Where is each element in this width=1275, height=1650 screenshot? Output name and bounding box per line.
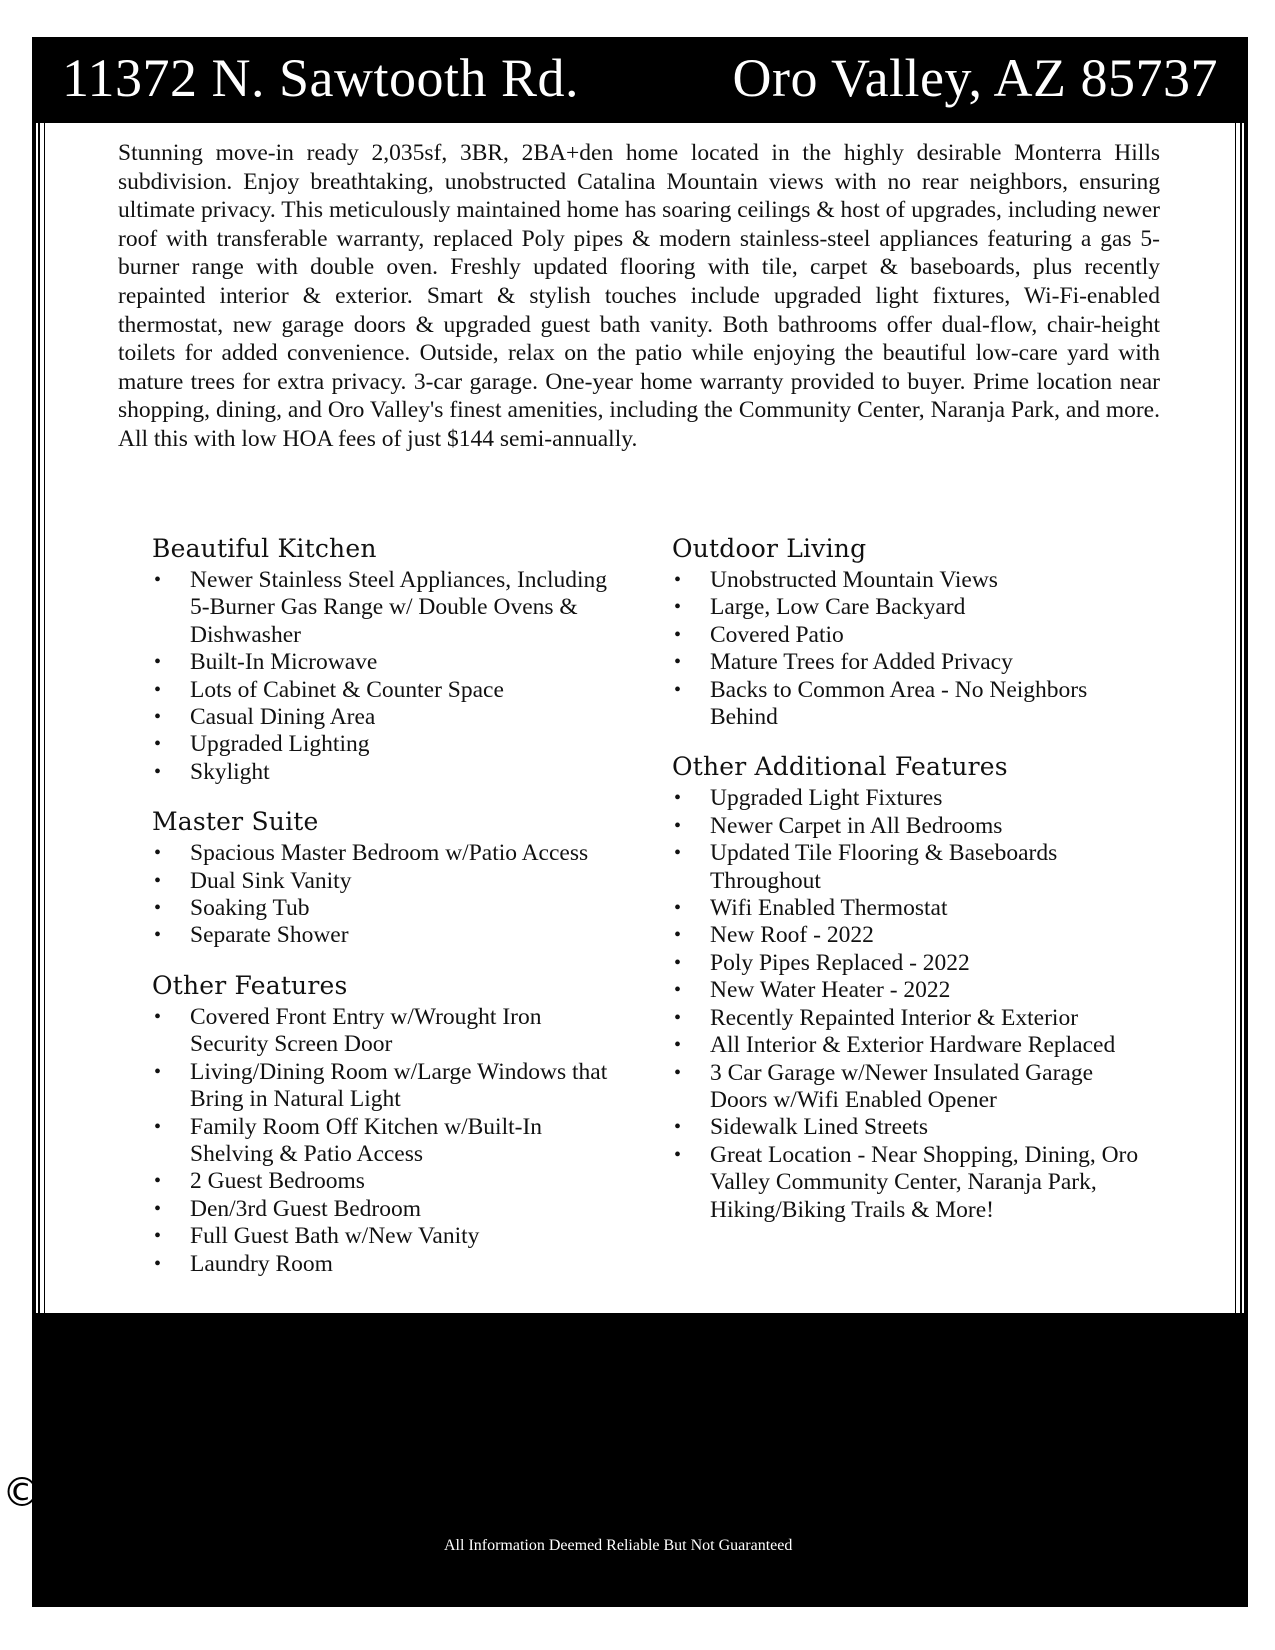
section-beautiful-kitchen [152, 533, 622, 786]
feature-item: • Large, Low Care Backyard [672, 594, 1142, 621]
feature-item: • 2 Guest Bedrooms [152, 1168, 622, 1195]
disclaimer-text: All Information Deemed Reliable But Not Guaranteed [444, 1537, 793, 1554]
section-title: Master Suite [152, 807, 319, 837]
city-state-zip: Oro Valley, AZ 85737 [732, 48, 1218, 108]
feature-item: • Newer Carpet in All Bedrooms [672, 813, 1142, 840]
feature-item: • Backs to Common Area - No Neighbors Behind [672, 677, 1142, 732]
street-address: 11372 N. Sawtooth Rd. [62, 48, 580, 108]
feature-item: • Laundry Room [152, 1251, 622, 1278]
copyright-watermark: ©2024 MLSSAZ [2, 1470, 320, 1516]
feature-item: • Skylight [152, 759, 622, 786]
feature-item: • Upgraded Light Fixtures [672, 785, 1142, 812]
feature-item: • Updated Tile Flooring & Baseboards Throughout [672, 840, 1142, 895]
section-master-suite [152, 806, 622, 950]
feature-item: • Den/3rd Guest Bedroom [152, 1196, 622, 1223]
feature-list [152, 840, 622, 950]
section-other-additional-features [672, 751, 1142, 1224]
feature-item: • Wifi Enabled Thermostat [672, 895, 1142, 922]
right-border-rule [1240, 123, 1242, 1313]
left-border-rule [38, 123, 40, 1313]
feature-item: • Full Guest Bath w/New Vanity [152, 1223, 622, 1250]
feature-item: • Great Location - Near Shopping, Dining, Oro Valley Community Center, Naranja Park, Hiking/Biking Trails & More! [672, 1142, 1142, 1224]
feature-item: • Sidewalk Lined Streets [672, 1114, 1142, 1141]
right-features-column [672, 533, 1142, 1244]
property-description: Stunning move-in ready 2,035sf, 3BR, 2BA+den home located in the highly desirable Monterra Hills subdivision. Enjoy breathtaking, unobstructed Catalina Mountain views with no rear neighbors, ensuring ultimate privacy. This meticulously maintained home has soaring ceilings & host of upgrades, including newer roof with transferable warranty, replaced Poly pipes & modern stainless-steel appliances featuring a gas 5-burner range with double oven. Freshly updated flooring with tile, carpet & baseboards, plus recently repainted interior & exterior. Smart & stylish touches include upgraded light fixtures, Wi-Fi-enabled thermostat, new garage doors & upgraded guest bath vanity. Both bathrooms offer dual-flow, chair-height toilets for added convenience. Outside, relax on the patio while enjoying the beautiful low-care yard with mature trees for extra privacy. 3-car garage. One-year home warranty provided to buyer. Prime location near shopping, dining, and Oro Valley's finest amenities, including the Community Center, Naranja Park, and more. All this with low HOA fees of just $144 semi-annually. [118, 140, 1160, 452]
flyer-frame [32, 37, 1248, 1607]
feature-list [672, 785, 1142, 1224]
feature-item: • Upgraded Lighting [152, 731, 622, 758]
section-title: Other Additional Features [672, 752, 1008, 782]
feature-item: • Mature Trees for Added Privacy [672, 649, 1142, 676]
feature-item: • Covered Patio [672, 622, 1142, 649]
feature-item: • Family Room Off Kitchen w/Built-In Shelving & Patio Access [152, 1114, 622, 1169]
feature-item: • Unobstructed Mountain Views [672, 567, 1142, 594]
content-panel [36, 123, 1244, 1313]
feature-item: • New Roof - 2022 [672, 922, 1142, 949]
feature-list [152, 1004, 622, 1278]
feature-item: • Recently Repainted Interior & Exterior [672, 1005, 1142, 1032]
feature-item: • All Interior & Exterior Hardware Replaced [672, 1032, 1142, 1059]
feature-item: • Dual Sink Vanity [152, 868, 622, 895]
header-bar [32, 37, 1248, 123]
left-features-column [152, 533, 622, 1298]
feature-list [152, 567, 622, 786]
feature-item: • Separate Shower [152, 922, 622, 949]
feature-item: • Spacious Master Bedroom w/Patio Access [152, 840, 622, 867]
feature-item: • Soaking Tub [152, 895, 622, 922]
feature-item: • Lots of Cabinet & Counter Space [152, 677, 622, 704]
feature-list [672, 567, 1142, 731]
feature-item: • Casual Dining Area [152, 704, 622, 731]
section-title: Other Features [152, 970, 348, 1000]
left-border-rule-inner [44, 123, 45, 1313]
feature-item: • Covered Front Entry w/Wrought Iron Security Screen Door [152, 1004, 622, 1059]
feature-item: • Built-In Microwave [152, 649, 622, 676]
feature-item: • Poly Pipes Replaced - 2022 [672, 950, 1142, 977]
section-title: Outdoor Living [672, 534, 867, 563]
feature-item: • 3 Car Garage w/Newer Insulated Garage Doors w/Wifi Enabled Opener [672, 1060, 1142, 1115]
section-outdoor-living [672, 533, 1142, 731]
section-title: Beautiful Kitchen [152, 534, 377, 563]
section-other-features [152, 970, 622, 1278]
right-border-rule-inner [1235, 123, 1236, 1313]
feature-item: • Living/Dining Room w/Large Windows that Bring in Natural Light [152, 1059, 622, 1114]
feature-item: • New Water Heater - 2022 [672, 977, 1142, 1004]
feature-item: • Newer Stainless Steel Appliances, Including 5-Burner Gas Range w/ Double Ovens & Dishwasher [152, 567, 622, 649]
